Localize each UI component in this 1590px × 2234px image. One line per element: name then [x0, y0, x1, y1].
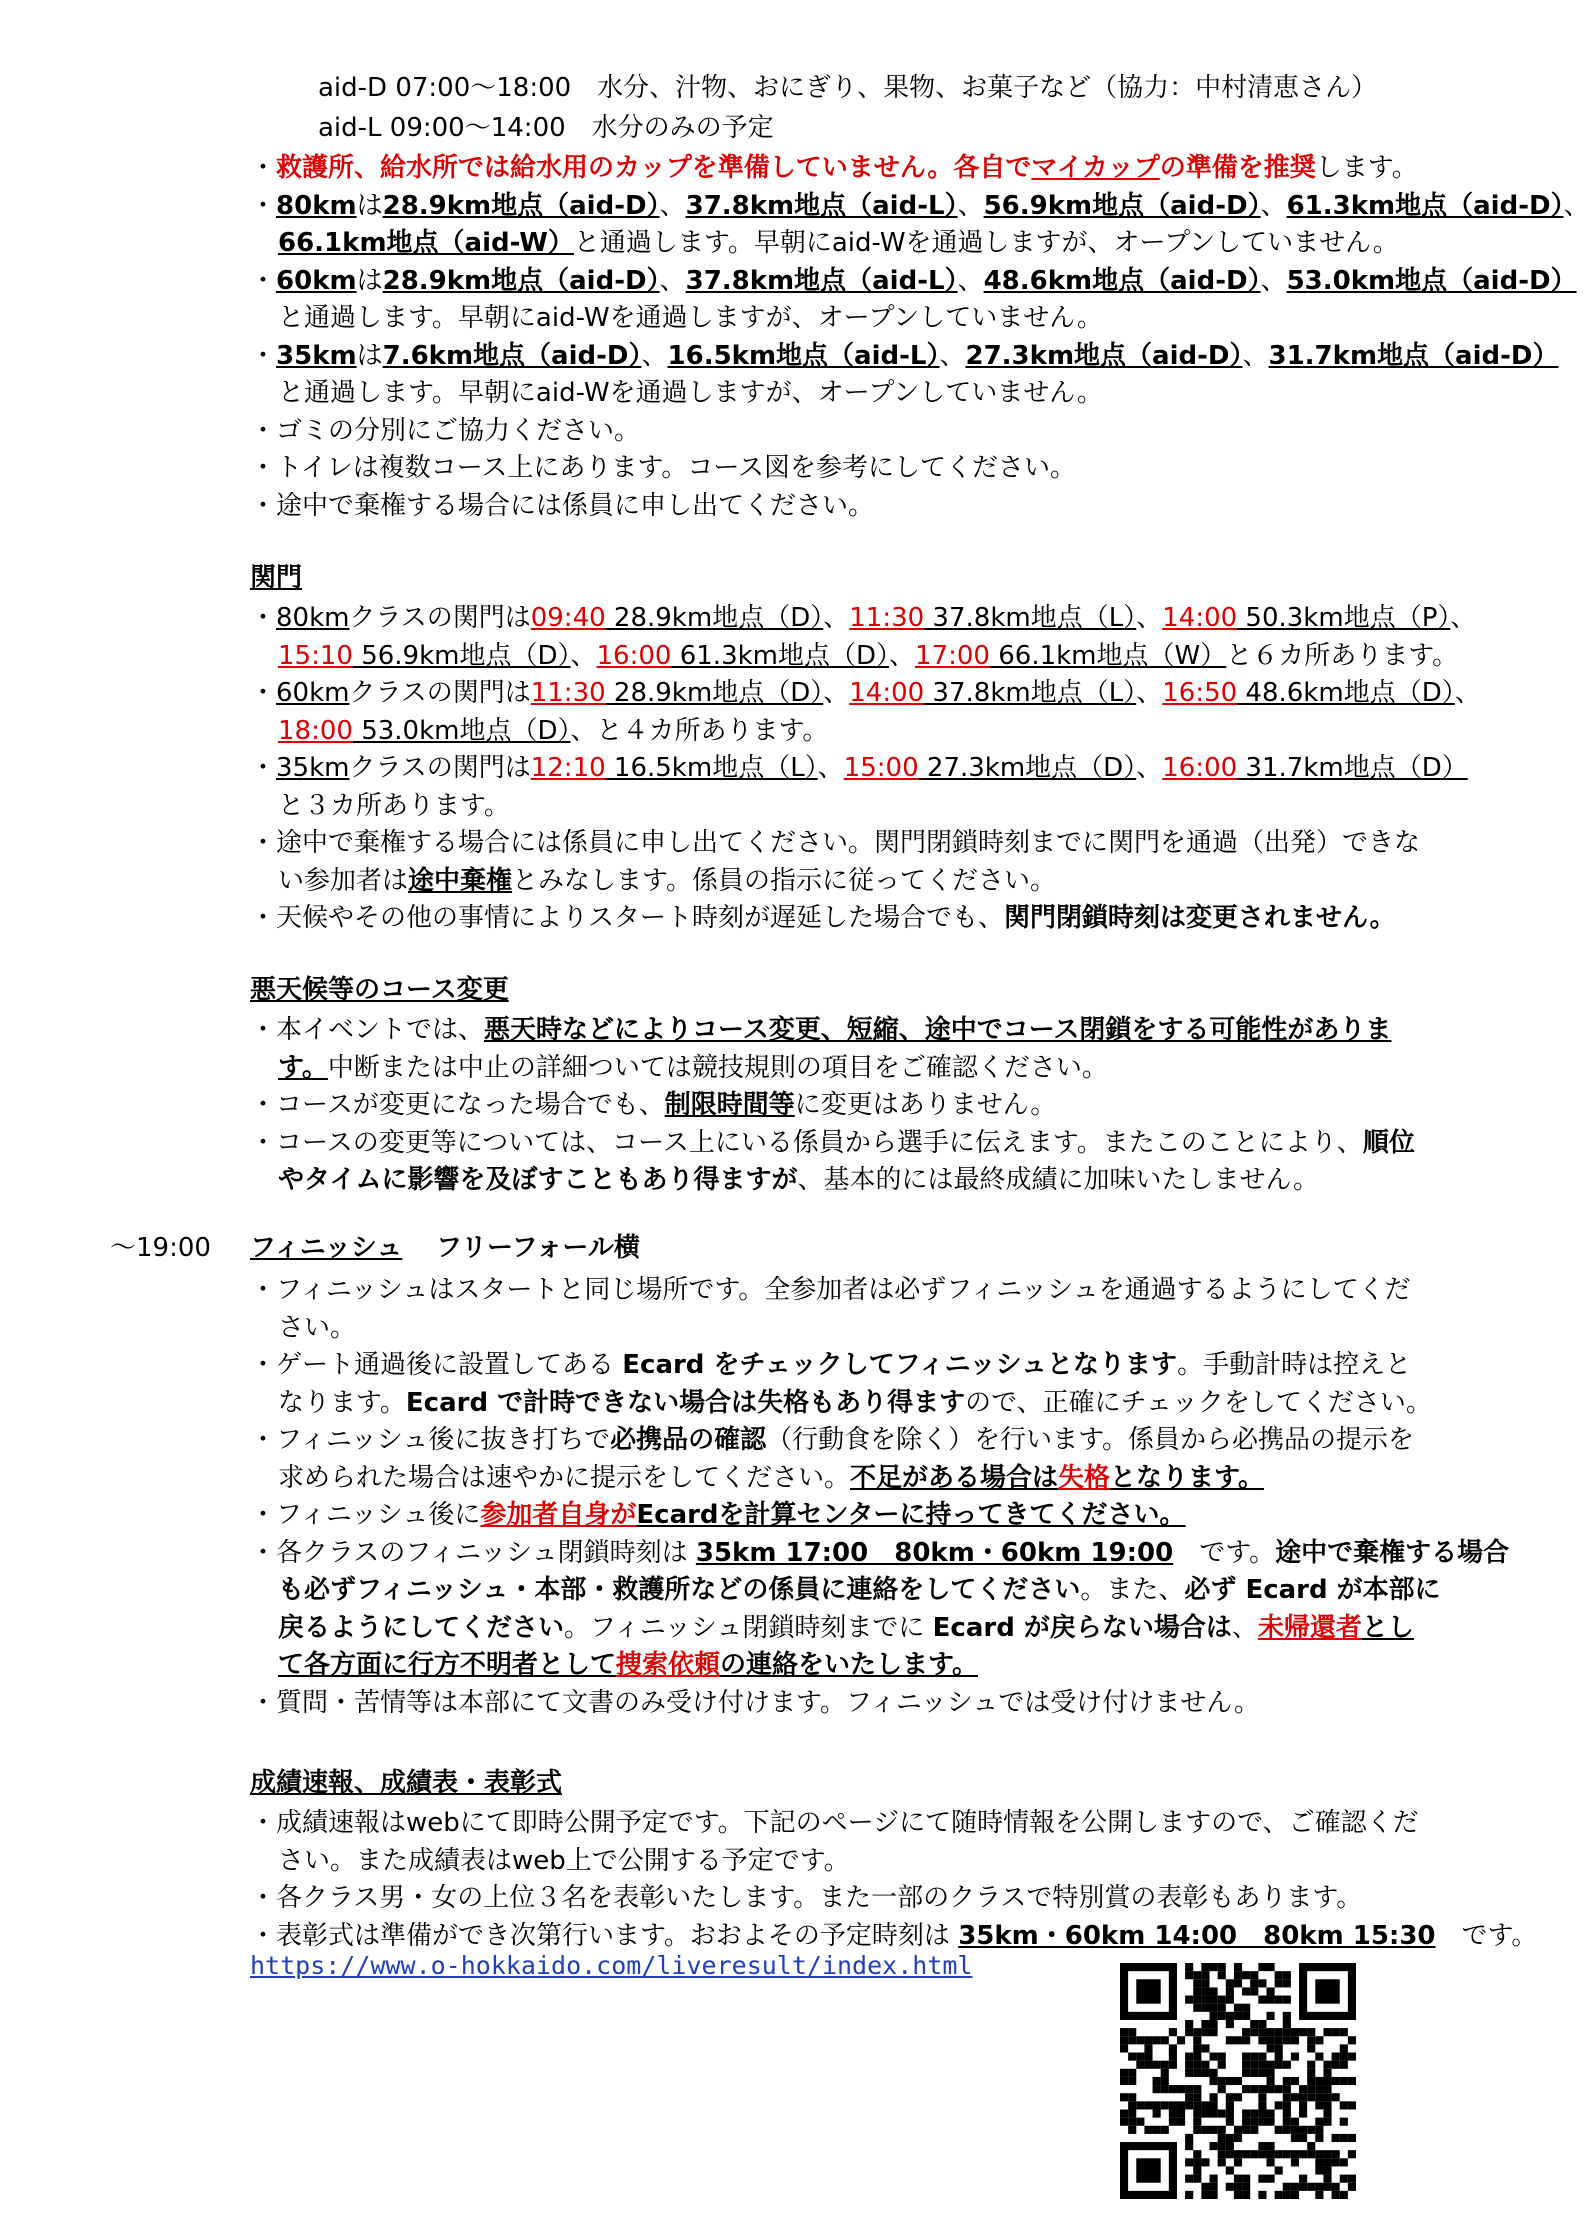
finish-line — [250, 1422, 1414, 1458]
aid-note-line — [250, 450, 1076, 486]
checkpoint-text: 56.9km地点（D） — [352, 640, 571, 671]
finish-line — [250, 1347, 1411, 1383]
checkpoint-text: と３カ所あります。 — [278, 790, 510, 821]
checkpoint-text: 50.3km地点（P） — [1237, 603, 1451, 633]
finish-text: 不足がある場合は — [850, 1462, 1059, 1493]
finish-text: 必携品の確認 — [610, 1425, 767, 1455]
aid-note-text: 、 — [641, 340, 668, 371]
finish-text: さい。 — [278, 1312, 357, 1343]
weather-text: 順位 — [1362, 1127, 1415, 1158]
checkpoint-text: 、 — [1136, 678, 1163, 708]
finish-line — [278, 1385, 1432, 1421]
aid-note-text: ・ — [250, 340, 277, 371]
finish-line — [278, 1460, 1264, 1496]
qr-code-icon — [1120, 1963, 1356, 2199]
checkpoint-text: と６カ所あります。 — [1226, 640, 1459, 671]
weather-text: 悪天時などによりコース変更、短縮、途中でコース閉鎖をする可能性がありま — [484, 1015, 1392, 1045]
finish-text: 。手動計時は控えと — [1177, 1350, 1412, 1380]
aid-note-text: 56.9km地点（aid-D） — [983, 190, 1261, 221]
checkpoint-text: 途中棄権 — [408, 865, 513, 896]
weather-text: ・コースの変更等については、コース上にいる係員から選手に伝えます。またこのことにより、 — [250, 1127, 1363, 1158]
checkpoint-text: 、 — [823, 678, 850, 708]
weather-line — [250, 1012, 1391, 1048]
checkpoint-text: 16:00 — [1162, 753, 1238, 783]
checkpoint-text: 16:00 — [596, 640, 672, 671]
weather-text: す。 — [278, 1052, 328, 1083]
checkpoint-text: 12:10 — [530, 753, 606, 783]
aid-note-text: 27.3km地点（aid-D） — [965, 340, 1243, 371]
weather-line — [278, 1050, 1108, 1086]
finish-text: です。 — [1173, 1537, 1276, 1568]
finish-heading: フィニッシュ — [250, 1233, 403, 1263]
checkpoint-text: ・ — [250, 753, 277, 783]
checkpoint-line — [278, 788, 510, 824]
aid-note-line — [250, 188, 1590, 224]
checkpoint-text: 14:00 — [1162, 603, 1238, 633]
aid-note-line — [250, 150, 1418, 186]
results-line — [250, 1805, 1419, 1841]
weather-line — [278, 1162, 1319, 1198]
checkpoint-text: 28.9km地点（D） — [605, 603, 824, 633]
aid-note-text: は — [356, 265, 383, 296]
finish-text: ・各クラスのフィニッシュ閉鎖時刻は — [250, 1537, 696, 1568]
results-text: です。 — [1435, 1920, 1538, 1951]
checkpoint-text: 関門閉鎖時刻は変更されません。 — [1004, 903, 1396, 933]
checkpoint-text: 、 — [823, 603, 850, 633]
aid-note-text: 80km — [276, 190, 357, 221]
finish-text: の連絡をいたします。 — [720, 1650, 978, 1680]
checkpoint-text: 80km — [276, 603, 350, 633]
checkpoint-line — [250, 675, 1481, 711]
aid-note-text: ・ — [250, 190, 277, 221]
aid-note-text: ・ — [250, 265, 277, 296]
checkpoint-text: 66.1km地点（W） — [989, 640, 1227, 671]
finish-text: 失格 — [1058, 1462, 1111, 1493]
checkpoint-line — [250, 750, 1468, 786]
aid-note-text: 、 — [939, 340, 966, 371]
aid-note-text: と通過します。早朝にaid-Wを通過しますが、オープンしていません。 — [278, 303, 1103, 333]
checkpoint-text: 28.9km地点（D） — [605, 678, 824, 708]
checkpoint-line — [250, 600, 1476, 636]
checkpoint-heading: 関門 — [250, 563, 303, 593]
finish-line — [250, 1535, 1509, 1571]
finish-line — [278, 1647, 978, 1683]
checkpoint-text: 09:40 — [530, 603, 606, 633]
finish-line — [250, 1272, 1411, 1308]
finish-text: ・フィニッシュ後に — [250, 1500, 481, 1530]
weather-heading: 悪天候等のコース変更 — [250, 975, 509, 1005]
aid-note-text: は — [356, 340, 383, 371]
weather-text: ・本イベントでは、 — [250, 1015, 485, 1045]
finish-text: Ecard をチェックしてフィニッシュとなります — [622, 1350, 1178, 1380]
aid-note-text: ・途中で棄権する場合には係員に申し出てください。 — [250, 490, 875, 521]
results-text: ・表彰式は準備ができ次第行います。おおよその予定時刻は — [250, 1920, 959, 1951]
checkpoint-text: ・途中で棄権する場合には係員に申し出てください。関門閉鎖時刻までに関門を通過（出発）できな — [250, 828, 1421, 858]
weather-text: ・コースが変更になった場合でも、 — [250, 1090, 665, 1120]
results-heading: 成績速報、成績表・表彰式 — [250, 1768, 563, 1798]
aid-note-text: 28.9km地点（aid-D） — [382, 190, 660, 221]
aid-note-text: 60km — [276, 265, 357, 296]
finish-text: 戻るようにしてください — [278, 1612, 565, 1643]
finish-location: フリーフォール横 — [436, 1233, 640, 1263]
checkpoint-text: 27.3km地点（D） — [918, 753, 1137, 783]
checkpoint-text: い参加者は — [278, 865, 409, 896]
aid-note-line — [250, 263, 1577, 299]
aid-note-text: 、 — [659, 265, 686, 296]
checkpoint-text: 、 — [1454, 678, 1481, 708]
aid-note-text: ・トイレは複数コース上にあります。コース図を参考にしてください。 — [250, 453, 1077, 483]
aid-note-text: 16.5km地点（aid-L） — [667, 340, 940, 371]
results-line — [250, 1880, 1362, 1916]
aid-note-text: 53.0km地点（aid-D） — [1286, 265, 1577, 296]
aid-note-text: 61.3km地点（aid-D） — [1286, 190, 1564, 221]
aid-note-text: 、 — [1260, 190, 1287, 221]
checkpoint-text: 60km — [276, 678, 350, 708]
checkpoint-text: ・ — [250, 678, 277, 708]
aid-note-line — [250, 338, 1558, 374]
checkpoint-line — [278, 863, 1056, 899]
aid-note-text: 35km — [276, 340, 357, 371]
finish-line — [250, 1497, 1186, 1533]
finish-text: ・フィニッシュはスタートと同じ場所です。全参加者は必ずフィニッシュを通過するようにしてくだ — [250, 1275, 1411, 1305]
weather-text: やタイムに影響を及ぼすこともあり得ますが — [278, 1165, 798, 1195]
results-text: ・成績速報はwebにて即時公開予定です。下記のページにて随時情報を公開しますので、ご確認くだ — [250, 1808, 1419, 1838]
checkpoint-text: 17:00 — [915, 640, 990, 671]
checkpoint-text: 14:00 — [849, 678, 925, 708]
aid-note-text: 、 — [1242, 340, 1269, 371]
aid-note-text: 、 — [1563, 190, 1590, 221]
finish-text: 35km 17:00 80km・60km 19:00 — [695, 1537, 1174, 1568]
aid-note-text: 66.1km地点（aid-W） — [278, 228, 574, 258]
checkpoint-text: 37.8km地点（L） — [924, 603, 1137, 633]
finish-line — [278, 1572, 1441, 1608]
aid-note-text: 28.9km地点（aid-D） — [382, 265, 660, 296]
finish-text: なります。 — [278, 1387, 406, 1418]
aid-note-text: ・ — [250, 153, 277, 183]
checkpoint-text: 、 — [1136, 753, 1163, 783]
checkpoint-text: クラスの関門は — [349, 678, 531, 708]
results-text: ・各クラス男・女の上位３名を表彰いたします。また一部のクラスで特別賞の表彰もあります。 — [250, 1883, 1363, 1913]
checkpoint-text: 35km — [276, 753, 350, 783]
finish-text: 捜索依頼 — [616, 1650, 721, 1680]
finish-line — [250, 1685, 1260, 1721]
checkpoint-text: 18:00 — [278, 715, 353, 746]
weather-line — [250, 1125, 1415, 1161]
finish-text: Ecard で計時できない場合は失格もあり得ます — [405, 1387, 966, 1418]
finish-text: とし — [1361, 1612, 1414, 1643]
finish-text: 必ず Ecard が本部に — [1184, 1575, 1441, 1605]
aid-note-text: 、 — [957, 265, 984, 296]
checkpoint-text: 48.6km地点（D） — [1237, 678, 1455, 708]
checkpoint-line — [278, 713, 828, 749]
checkpoint-text: 61.3km地点（D） — [671, 640, 890, 671]
aid-note-text: 37.8km地点（aid-L） — [685, 265, 958, 296]
aid-note-line — [250, 413, 640, 449]
aid-note-line — [278, 375, 1103, 411]
results-line — [278, 1843, 850, 1879]
checkpoint-text: 、と４カ所あります。 — [570, 715, 829, 746]
finish-text: 。また、 — [1080, 1575, 1185, 1605]
finish-text: ・ゲート通過後に設置してある — [250, 1350, 623, 1380]
checkpoint-text: 15:00 — [843, 753, 919, 783]
aid-note-text: 救護所、給水所では給水用のカップを準備していません。各自で — [276, 153, 1032, 183]
aid-note-text: 、 — [1260, 265, 1287, 296]
aid-note-line — [250, 488, 874, 524]
aid-note-text: ・ゴミの分別にご協力ください。 — [250, 415, 641, 446]
finish-time: ～19:00 — [110, 1233, 211, 1263]
aid-note-line — [278, 300, 1103, 336]
checkpoint-text: 、 — [889, 640, 916, 671]
checkpoint-text: 、 — [570, 640, 597, 671]
checkpoint-line — [250, 825, 1420, 861]
checkpoint-text: 53.0km地点（D） — [352, 715, 571, 746]
checkpoint-text: とみなします。係員の指示に従ってください。 — [512, 865, 1056, 896]
checkpoint-text: 、 — [1136, 603, 1163, 633]
finish-line — [278, 1310, 356, 1346]
checkpoint-line — [278, 638, 1458, 674]
aid-note-text: は — [356, 190, 383, 221]
aid-note-text: 7.6km地点（aid-D） — [382, 340, 642, 371]
finish-text: Ecardを計算センターに持ってきてください。 — [636, 1500, 1186, 1530]
aid-note-text: 37.8km地点（aid-L） — [685, 190, 958, 221]
checkpoint-text: ・ — [250, 603, 277, 633]
aid-note-text: 31.7km地点（aid-D） — [1268, 340, 1559, 371]
weather-text: に変更はありません。 — [794, 1090, 1057, 1120]
aid-d-line: aid-D 07:00～18:00 水分、汁物、おにぎり、果物、お菓子など（協力：中村清恵さん） — [318, 73, 1378, 103]
finish-text: 求められた場合は速やかに提示をしてください。 — [278, 1462, 851, 1493]
aid-note-text: と通過します。早朝にaid-Wを通過しますが、オープンしていません。 — [278, 378, 1103, 408]
finish-text: ので、正確にチェックをしてください。 — [965, 1387, 1432, 1418]
checkpoint-text: 11:30 — [530, 678, 606, 708]
finish-line — [278, 1610, 1414, 1646]
finish-text: ・質問・苦情等は本部にて文書のみ受け付けます。フィニッシュでは受け付けません。 — [250, 1687, 1260, 1718]
finish-text: 。フィニッシュ閉鎖時刻までに — [564, 1612, 933, 1643]
aid-l-line: aid-L 09:00～14:00 水分のみの予定 — [318, 113, 774, 143]
finish-text: 、 — [1231, 1612, 1258, 1643]
checkpoint-text: 、 — [1450, 603, 1477, 633]
results-text: 35km・60km 14:00 80km 15:30 — [958, 1920, 1436, 1951]
liveresult-link[interactable]: https://www.o-hokkaido.com/liveresult/index.html — [250, 1951, 973, 1980]
checkpoint-text: 、 — [817, 753, 844, 783]
weather-line — [250, 1087, 1056, 1123]
results-text: さい。また成績表はweb上で公開する予定です。 — [278, 1845, 850, 1876]
weather-text: 中断または中止の詳細ついては競技規則の項目をご確認ください。 — [327, 1052, 1108, 1083]
checkpoint-text: クラスの関門は — [349, 603, 531, 633]
aid-note-text: と通過します。早朝にaid-Wを通過しますが、オープンしていません。 — [573, 228, 1399, 258]
checkpoint-line — [250, 900, 1396, 936]
finish-text: 参加者自身が — [480, 1500, 637, 1530]
checkpoint-text: 16:50 — [1162, 678, 1238, 708]
checkpoint-text: 15:10 — [278, 640, 353, 671]
finish-text: （行動食を除く）を行います。係員から必携品の提示を — [766, 1425, 1415, 1455]
finish-text: も必ずフィニッシュ・本部・救護所などの係員に連絡をしてください — [278, 1575, 1081, 1605]
aid-note-text: します。 — [1315, 153, 1418, 183]
aid-note-line — [278, 225, 1399, 261]
finish-text: ・フィニッシュ後に抜き打ちで — [250, 1425, 611, 1455]
aid-note-text: 、 — [957, 190, 984, 221]
finish-text: となります。 — [1110, 1462, 1264, 1493]
checkpoint-text: 16.5km地点（L） — [605, 753, 818, 783]
checkpoint-text: 11:30 — [849, 603, 925, 633]
weather-text: 制限時間等 — [664, 1090, 795, 1120]
checkpoint-text: ・天候やその他の事情によりスタート時刻が遅延した場合でも、 — [250, 903, 1005, 933]
finish-text: 未帰還者 — [1257, 1612, 1362, 1643]
finish-text: て各方面に行方不明者として — [278, 1650, 617, 1680]
aid-note-text: 、 — [659, 190, 686, 221]
aid-note-text: マイカップ — [1031, 153, 1160, 183]
aid-note-text: 48.6km地点（aid-D） — [983, 265, 1261, 296]
checkpoint-text: 31.7km地点（D） — [1237, 753, 1468, 783]
finish-text: 途中で棄権する場合 — [1275, 1537, 1510, 1568]
checkpoint-text: 37.8km地点（L） — [924, 678, 1137, 708]
weather-text: 、基本的には最終成績に加味いたしません。 — [797, 1165, 1320, 1195]
aid-note-text: の準備を推奨 — [1159, 153, 1316, 183]
checkpoint-text: クラスの関門は — [349, 753, 531, 783]
finish-text: Ecard が戻らない場合は — [932, 1612, 1232, 1643]
